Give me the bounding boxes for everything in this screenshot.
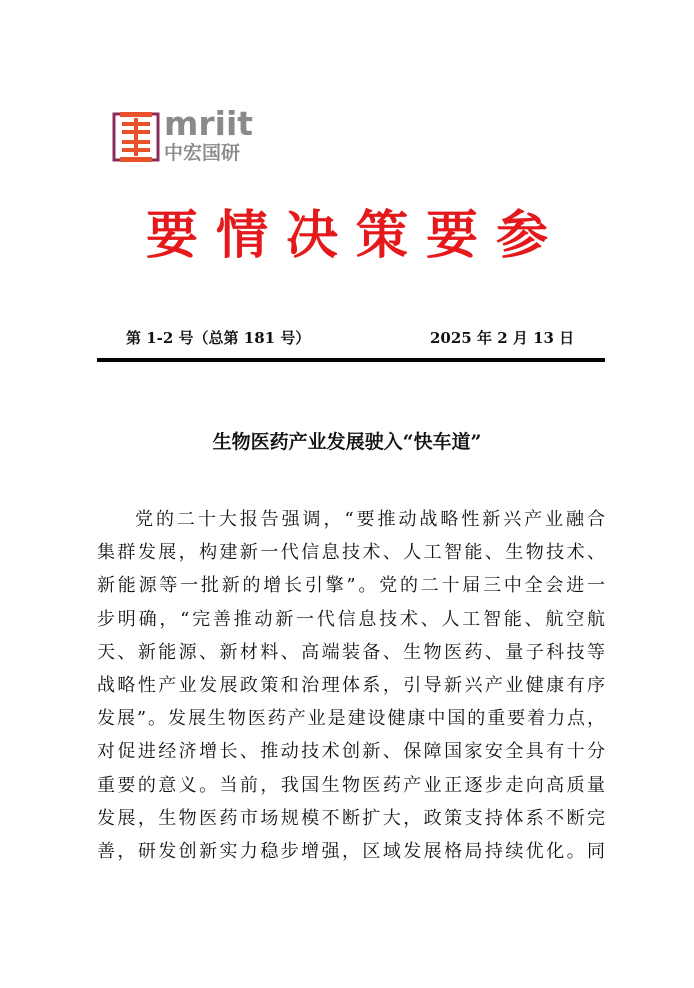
body-line: 发展，生物医药市场规模不断扩大，政策支持体系不断完: [97, 807, 605, 829]
header-divider: [97, 358, 605, 362]
body-line: 集群发展，构建新一代信息技术、人工智能、生物技术、: [97, 542, 605, 564]
body-line: 重要的意义。当前，我国生物医药产业正逐步走向高质量: [97, 774, 605, 796]
body-line: 善，研发创新实力稳步增强，区域发展格局持续优化。同: [97, 840, 605, 862]
masthead-title: 要情决策要参: [145, 206, 566, 266]
mriit-logo-mark-icon: [112, 110, 160, 164]
issue-date: 2025 年 2 月 13 日: [430, 329, 575, 347]
body-line: 天、新能源、新材料、高端装备、生物医药、量子科技等: [97, 641, 605, 663]
article-title: 生物医药产业发展驶入“快车道”: [212, 431, 482, 453]
body-line: 对促进经济增长、推动技术创新、保障国家安全具有十分: [97, 741, 605, 763]
issue-number: 第 1-2 号（总第 181 号）: [126, 329, 311, 347]
body-line: 发展”。发展生物医药产业是建设健康中国的重要着力点，: [97, 708, 605, 730]
article-body: [97, 503, 605, 868]
logo-latin-text: mriit: [164, 104, 254, 143]
body-line: 党的二十大报告强调，“要推动战略性新兴产业融合: [135, 509, 605, 530]
body-line: 新能源等一批新的增长引擎”。党的二十届三中全会进一: [97, 575, 605, 597]
body-line: 战略性产业发展政策和治理体系，引导新兴产业健康有序: [97, 674, 605, 696]
logo-chinese-text: 中宏国研: [164, 142, 241, 164]
body-line: 步明确，“完善推动新一代信息技术、人工智能、航空航: [97, 608, 605, 630]
mriit-logo: [112, 104, 254, 166]
